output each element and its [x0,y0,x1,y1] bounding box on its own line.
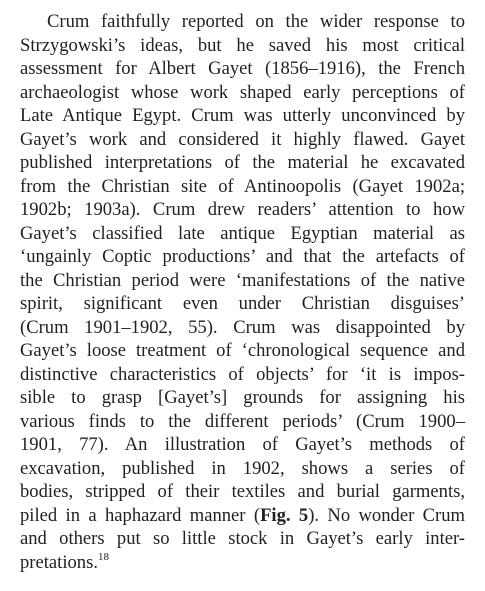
text-line: from the Christian site of Antinoopolis (Gayet 1902a; [20,175,465,197]
text-line: Crum faithfully reported on the wider response to [47,11,465,32]
text-line: sible to grasp [Gayet’s] grounds for assigning his [20,387,465,408]
text-segment: ). No wonder Crum [308,504,465,526]
text-line: various finds to the different periods’ (Crum 1900– [20,410,465,432]
text-line: assessment for Albert Gayet (1856–1916), the French [20,58,465,79]
text-line: Gayet’s work and considered it highly flawed. Gayet [20,128,465,150]
text-line: Gayet’s loose treatment of ‘chronological sequence and [20,340,465,361]
text-line: the Christian period were ‘manifestations of the native [20,269,465,291]
text-line: 1902b; 1903a). Crum drew readers’ attention to how [20,199,465,220]
text-segment: pretations. [20,551,98,573]
text-line: distinctive characteristics of objects’ for ‘it is impos- [20,363,465,385]
text-line: Late Antique Egypt. Crum was utterly unconvinced by [20,105,465,126]
text-line [20,504,465,528]
text-line: and others put so little stock in Gayet’s early inter- [20,528,465,549]
text-segment: piled in a haphazard manner ( [20,504,261,526]
text-line: published interpretations of the material he excavated [20,152,465,173]
text-line: (Crum 1901–1902, 55). Crum was disappointed by [20,316,465,338]
text-line: Gayet’s classified late antique Egyptian material as [20,222,465,244]
figure-reference-link[interactable]: Fig. 5 [260,504,309,526]
text-line-final [20,551,465,575]
footnote-marker[interactable]: 18 [97,550,109,563]
text-line: Strzygowski’s ideas, but he saved his most critical [20,34,465,56]
text-line: 1901, 77). An illustration of Gayet’s methods of [20,434,465,455]
text-line: excavation, published in 1902, shows a series of [20,457,465,479]
text-line: archaeologist whose work shaped early perceptions of [20,81,465,103]
text-line: spirit, significant even under Christian disguises’ [20,293,465,314]
text-line: bodies, stripped of their textiles and burial garments, [20,481,465,502]
body-paragraph [20,10,465,574]
text-line: ‘ungainly Coptic productions’ and that the artefacts of [20,246,465,267]
